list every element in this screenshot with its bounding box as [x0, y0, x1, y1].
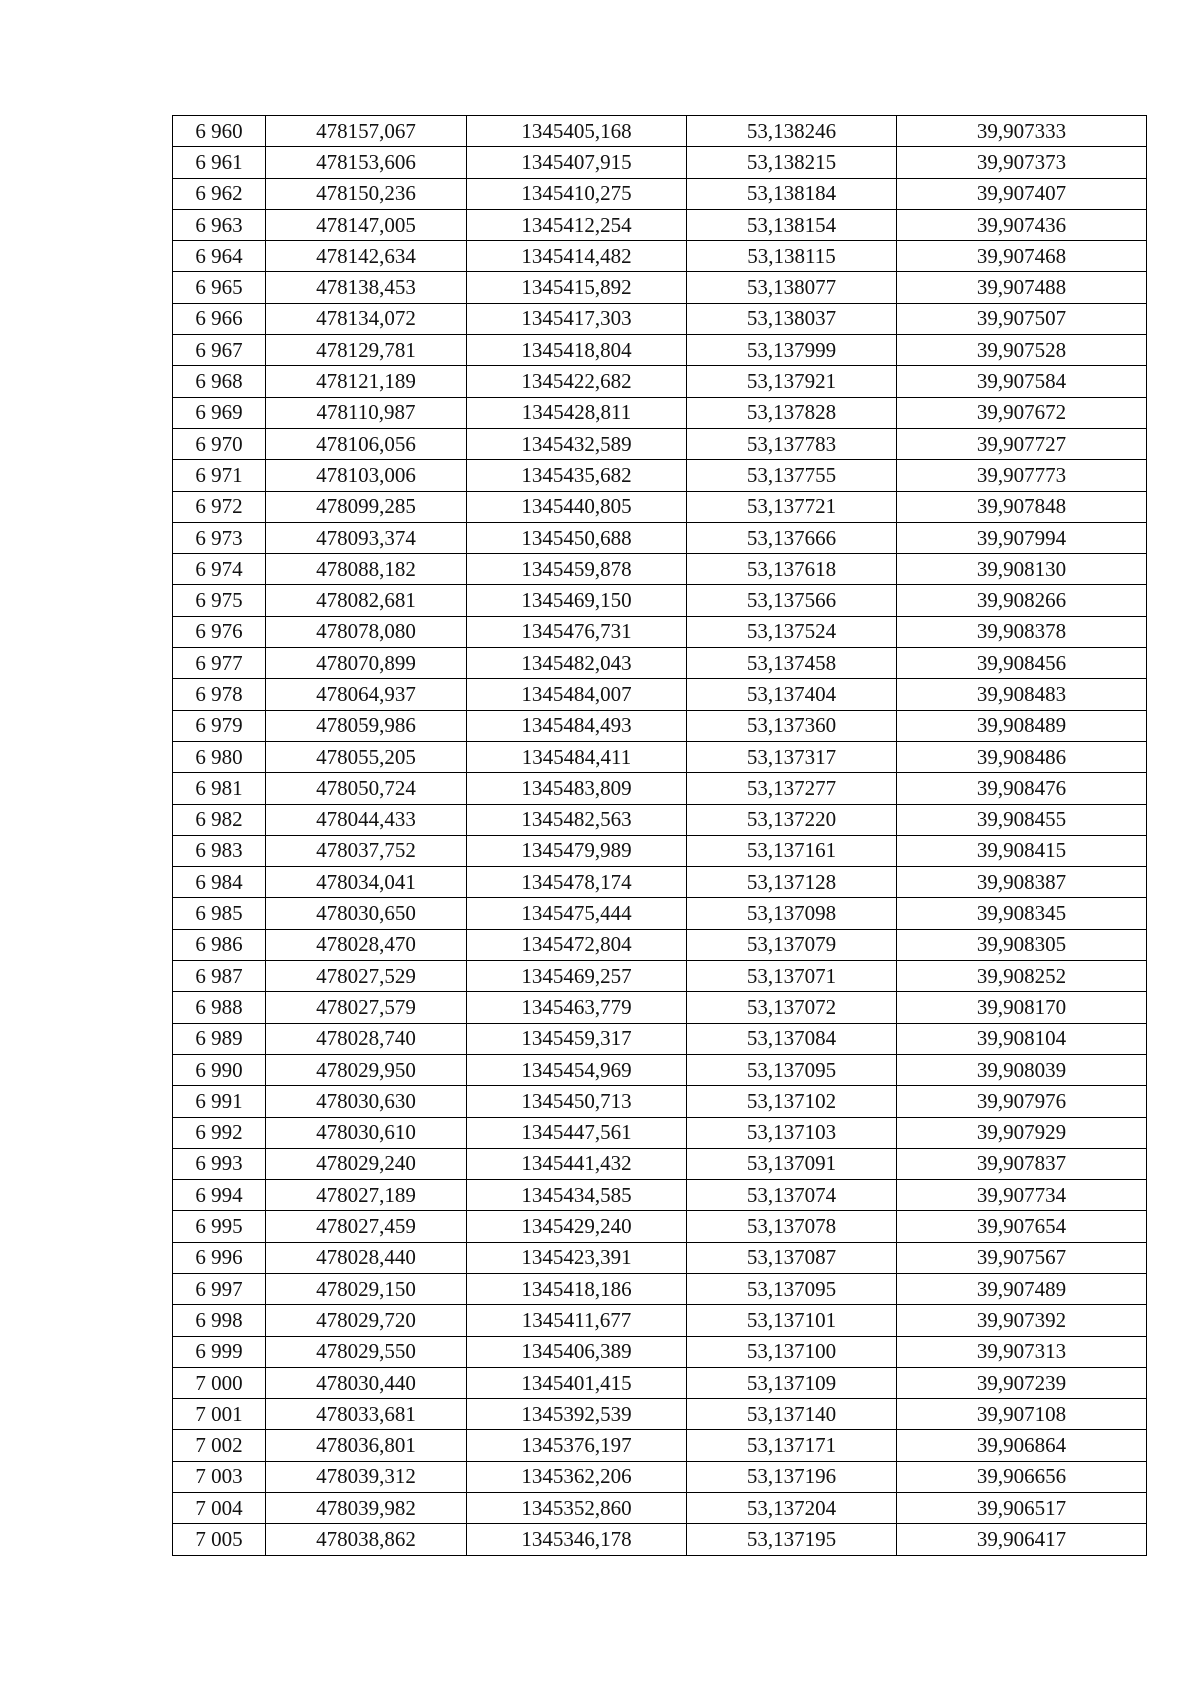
point-number-cell: 6 993	[173, 1148, 266, 1179]
point-number-cell: 6 982	[173, 804, 266, 835]
longitude-cell: 39,907392	[897, 1305, 1147, 1336]
point-number-cell: 6 997	[173, 1273, 266, 1304]
latitude-cell: 53,138246	[687, 116, 897, 147]
coordinates-table-body	[173, 116, 1147, 1556]
point-number-cell: 6 972	[173, 491, 266, 522]
point-number-cell: 7 002	[173, 1430, 266, 1461]
x-coordinate-cell: 478034,041	[266, 867, 467, 898]
longitude-cell: 39,907654	[897, 1211, 1147, 1242]
latitude-cell: 53,137161	[687, 835, 897, 866]
latitude-cell: 53,138215	[687, 147, 897, 178]
latitude-cell: 53,137100	[687, 1336, 897, 1367]
point-number-cell: 6 961	[173, 147, 266, 178]
y-coordinate-cell: 1345405,168	[467, 116, 687, 147]
document-page	[172, 115, 1146, 1556]
y-coordinate-cell: 1345376,197	[467, 1430, 687, 1461]
x-coordinate-cell: 478037,752	[266, 835, 467, 866]
table-row	[173, 1305, 1147, 1336]
latitude-cell: 53,137999	[687, 335, 897, 366]
point-number-cell: 6 970	[173, 428, 266, 459]
longitude-cell: 39,907488	[897, 272, 1147, 303]
table-row	[173, 303, 1147, 334]
x-coordinate-cell: 478157,067	[266, 116, 467, 147]
point-number-cell: 6 964	[173, 241, 266, 272]
table-row	[173, 272, 1147, 303]
y-coordinate-cell: 1345469,257	[467, 961, 687, 992]
y-coordinate-cell: 1345482,043	[467, 648, 687, 679]
y-coordinate-cell: 1345483,809	[467, 773, 687, 804]
longitude-cell: 39,908345	[897, 898, 1147, 929]
y-coordinate-cell: 1345346,178	[467, 1524, 687, 1555]
y-coordinate-cell: 1345411,677	[467, 1305, 687, 1336]
x-coordinate-cell: 478059,986	[266, 710, 467, 741]
y-coordinate-cell: 1345479,989	[467, 835, 687, 866]
point-number-cell: 6 998	[173, 1305, 266, 1336]
y-coordinate-cell: 1345447,561	[467, 1117, 687, 1148]
point-number-cell: 6 969	[173, 397, 266, 428]
longitude-cell: 39,907672	[897, 397, 1147, 428]
y-coordinate-cell: 1345463,779	[467, 992, 687, 1023]
point-number-cell: 6 979	[173, 710, 266, 741]
x-coordinate-cell: 478147,005	[266, 209, 467, 240]
table-row	[173, 1086, 1147, 1117]
x-coordinate-cell: 478150,236	[266, 178, 467, 209]
latitude-cell: 53,137317	[687, 741, 897, 772]
latitude-cell: 53,137071	[687, 961, 897, 992]
point-number-cell: 7 000	[173, 1367, 266, 1398]
x-coordinate-cell: 478030,440	[266, 1367, 467, 1398]
coordinates-table	[172, 115, 1147, 1556]
latitude-cell: 53,137128	[687, 867, 897, 898]
y-coordinate-cell: 1345440,805	[467, 491, 687, 522]
x-coordinate-cell: 478110,987	[266, 397, 467, 428]
y-coordinate-cell: 1345422,682	[467, 366, 687, 397]
y-coordinate-cell: 1345472,804	[467, 929, 687, 960]
longitude-cell: 39,907848	[897, 491, 1147, 522]
latitude-cell: 53,138154	[687, 209, 897, 240]
table-row	[173, 929, 1147, 960]
longitude-cell: 39,907489	[897, 1273, 1147, 1304]
x-coordinate-cell: 478103,006	[266, 460, 467, 491]
latitude-cell: 53,137171	[687, 1430, 897, 1461]
point-number-cell: 6 987	[173, 961, 266, 992]
table-row	[173, 147, 1147, 178]
latitude-cell: 53,137102	[687, 1086, 897, 1117]
point-number-cell: 6 962	[173, 178, 266, 209]
longitude-cell: 39,907313	[897, 1336, 1147, 1367]
x-coordinate-cell: 478099,285	[266, 491, 467, 522]
y-coordinate-cell: 1345406,389	[467, 1336, 687, 1367]
table-row	[173, 209, 1147, 240]
latitude-cell: 53,137079	[687, 929, 897, 960]
x-coordinate-cell: 478039,982	[266, 1493, 467, 1524]
table-row	[173, 1023, 1147, 1054]
point-number-cell: 6 996	[173, 1242, 266, 1273]
y-coordinate-cell: 1345454,969	[467, 1054, 687, 1085]
x-coordinate-cell: 478121,189	[266, 366, 467, 397]
x-coordinate-cell: 478027,459	[266, 1211, 467, 1242]
latitude-cell: 53,137566	[687, 585, 897, 616]
longitude-cell: 39,907468	[897, 241, 1147, 272]
longitude-cell: 39,907994	[897, 522, 1147, 553]
table-row	[173, 1336, 1147, 1367]
point-number-cell: 6 960	[173, 116, 266, 147]
longitude-cell: 39,907239	[897, 1367, 1147, 1398]
point-number-cell: 6 973	[173, 522, 266, 553]
y-coordinate-cell: 1345423,391	[467, 1242, 687, 1273]
longitude-cell: 39,907584	[897, 366, 1147, 397]
longitude-cell: 39,907407	[897, 178, 1147, 209]
table-row	[173, 992, 1147, 1023]
x-coordinate-cell: 478088,182	[266, 554, 467, 585]
table-row	[173, 1524, 1147, 1555]
y-coordinate-cell: 1345392,539	[467, 1399, 687, 1430]
longitude-cell: 39,907734	[897, 1180, 1147, 1211]
latitude-cell: 53,137618	[687, 554, 897, 585]
longitude-cell: 39,907436	[897, 209, 1147, 240]
table-row	[173, 1054, 1147, 1085]
latitude-cell: 53,137098	[687, 898, 897, 929]
longitude-cell: 39,907773	[897, 460, 1147, 491]
latitude-cell: 53,137458	[687, 648, 897, 679]
y-coordinate-cell: 1345475,444	[467, 898, 687, 929]
latitude-cell: 53,137140	[687, 1399, 897, 1430]
x-coordinate-cell: 478029,720	[266, 1305, 467, 1336]
longitude-cell: 39,906417	[897, 1524, 1147, 1555]
point-number-cell: 7 001	[173, 1399, 266, 1430]
longitude-cell: 39,907837	[897, 1148, 1147, 1179]
x-coordinate-cell: 478029,150	[266, 1273, 467, 1304]
latitude-cell: 53,137078	[687, 1211, 897, 1242]
latitude-cell: 53,137220	[687, 804, 897, 835]
latitude-cell: 53,137103	[687, 1117, 897, 1148]
latitude-cell: 53,137084	[687, 1023, 897, 1054]
table-row	[173, 554, 1147, 585]
latitude-cell: 53,138115	[687, 241, 897, 272]
point-number-cell: 6 994	[173, 1180, 266, 1211]
table-row	[173, 460, 1147, 491]
table-row	[173, 741, 1147, 772]
x-coordinate-cell: 478027,579	[266, 992, 467, 1023]
y-coordinate-cell: 1345484,493	[467, 710, 687, 741]
table-row	[173, 428, 1147, 459]
latitude-cell: 53,137360	[687, 710, 897, 741]
y-coordinate-cell: 1345415,892	[467, 272, 687, 303]
longitude-cell: 39,908415	[897, 835, 1147, 866]
x-coordinate-cell: 478129,781	[266, 335, 467, 366]
latitude-cell: 53,137524	[687, 616, 897, 647]
latitude-cell: 53,137196	[687, 1461, 897, 1492]
latitude-cell: 53,138184	[687, 178, 897, 209]
x-coordinate-cell: 478134,072	[266, 303, 467, 334]
y-coordinate-cell: 1345435,682	[467, 460, 687, 491]
x-coordinate-cell: 478027,529	[266, 961, 467, 992]
longitude-cell: 39,908305	[897, 929, 1147, 960]
y-coordinate-cell: 1345362,206	[467, 1461, 687, 1492]
longitude-cell: 39,908266	[897, 585, 1147, 616]
point-number-cell: 6 995	[173, 1211, 266, 1242]
x-coordinate-cell: 478028,470	[266, 929, 467, 960]
x-coordinate-cell: 478039,312	[266, 1461, 467, 1492]
point-number-cell: 6 980	[173, 741, 266, 772]
latitude-cell: 53,137666	[687, 522, 897, 553]
point-number-cell: 6 981	[173, 773, 266, 804]
table-row	[173, 616, 1147, 647]
longitude-cell: 39,907929	[897, 1117, 1147, 1148]
x-coordinate-cell: 478050,724	[266, 773, 467, 804]
latitude-cell: 53,137074	[687, 1180, 897, 1211]
point-number-cell: 7 003	[173, 1461, 266, 1492]
y-coordinate-cell: 1345418,186	[467, 1273, 687, 1304]
table-row	[173, 241, 1147, 272]
table-row	[173, 961, 1147, 992]
table-row	[173, 491, 1147, 522]
y-coordinate-cell: 1345459,878	[467, 554, 687, 585]
table-row	[173, 1430, 1147, 1461]
latitude-cell: 53,138037	[687, 303, 897, 334]
point-number-cell: 6 990	[173, 1054, 266, 1085]
x-coordinate-cell: 478153,606	[266, 147, 467, 178]
latitude-cell: 53,137404	[687, 679, 897, 710]
longitude-cell: 39,908104	[897, 1023, 1147, 1054]
latitude-cell: 53,137087	[687, 1242, 897, 1273]
x-coordinate-cell: 478070,899	[266, 648, 467, 679]
y-coordinate-cell: 1345450,713	[467, 1086, 687, 1117]
longitude-cell: 39,907976	[897, 1086, 1147, 1117]
table-row	[173, 1461, 1147, 1492]
point-number-cell: 6 975	[173, 585, 266, 616]
y-coordinate-cell: 1345450,688	[467, 522, 687, 553]
y-coordinate-cell: 1345484,411	[467, 741, 687, 772]
latitude-cell: 53,137195	[687, 1524, 897, 1555]
x-coordinate-cell: 478078,080	[266, 616, 467, 647]
point-number-cell: 6 984	[173, 867, 266, 898]
x-coordinate-cell: 478029,550	[266, 1336, 467, 1367]
point-number-cell: 6 966	[173, 303, 266, 334]
table-row	[173, 867, 1147, 898]
x-coordinate-cell: 478082,681	[266, 585, 467, 616]
latitude-cell: 53,137204	[687, 1493, 897, 1524]
table-row	[173, 178, 1147, 209]
y-coordinate-cell: 1345414,482	[467, 241, 687, 272]
table-row	[173, 679, 1147, 710]
table-row	[173, 1493, 1147, 1524]
latitude-cell: 53,137109	[687, 1367, 897, 1398]
latitude-cell: 53,137828	[687, 397, 897, 428]
latitude-cell: 53,137091	[687, 1148, 897, 1179]
x-coordinate-cell: 478044,433	[266, 804, 467, 835]
latitude-cell: 53,138077	[687, 272, 897, 303]
y-coordinate-cell: 1345434,585	[467, 1180, 687, 1211]
y-coordinate-cell: 1345407,915	[467, 147, 687, 178]
x-coordinate-cell: 478093,374	[266, 522, 467, 553]
table-row	[173, 773, 1147, 804]
point-number-cell: 6 977	[173, 648, 266, 679]
longitude-cell: 39,907373	[897, 147, 1147, 178]
longitude-cell: 39,908489	[897, 710, 1147, 741]
table-row	[173, 1148, 1147, 1179]
latitude-cell: 53,137277	[687, 773, 897, 804]
longitude-cell: 39,906517	[897, 1493, 1147, 1524]
latitude-cell: 53,137101	[687, 1305, 897, 1336]
point-number-cell: 6 974	[173, 554, 266, 585]
x-coordinate-cell: 478142,634	[266, 241, 467, 272]
table-row	[173, 1117, 1147, 1148]
y-coordinate-cell: 1345401,415	[467, 1367, 687, 1398]
table-row	[173, 522, 1147, 553]
longitude-cell: 39,908483	[897, 679, 1147, 710]
y-coordinate-cell: 1345432,589	[467, 428, 687, 459]
point-number-cell: 6 989	[173, 1023, 266, 1054]
y-coordinate-cell: 1345412,254	[467, 209, 687, 240]
x-coordinate-cell: 478027,189	[266, 1180, 467, 1211]
y-coordinate-cell: 1345476,731	[467, 616, 687, 647]
x-coordinate-cell: 478055,205	[266, 741, 467, 772]
x-coordinate-cell: 478030,650	[266, 898, 467, 929]
x-coordinate-cell: 478029,950	[266, 1054, 467, 1085]
y-coordinate-cell: 1345482,563	[467, 804, 687, 835]
point-number-cell: 6 988	[173, 992, 266, 1023]
point-number-cell: 6 986	[173, 929, 266, 960]
y-coordinate-cell: 1345352,860	[467, 1493, 687, 1524]
y-coordinate-cell: 1345410,275	[467, 178, 687, 209]
table-row	[173, 804, 1147, 835]
x-coordinate-cell: 478138,453	[266, 272, 467, 303]
point-number-cell: 7 004	[173, 1493, 266, 1524]
table-row	[173, 1399, 1147, 1430]
x-coordinate-cell: 478030,610	[266, 1117, 467, 1148]
longitude-cell: 39,907333	[897, 116, 1147, 147]
table-row	[173, 648, 1147, 679]
point-number-cell: 6 965	[173, 272, 266, 303]
table-row	[173, 335, 1147, 366]
table-row	[173, 1273, 1147, 1304]
point-number-cell: 6 991	[173, 1086, 266, 1117]
x-coordinate-cell: 478029,240	[266, 1148, 467, 1179]
longitude-cell: 39,907567	[897, 1242, 1147, 1273]
x-coordinate-cell: 478028,440	[266, 1242, 467, 1273]
y-coordinate-cell: 1345441,432	[467, 1148, 687, 1179]
y-coordinate-cell: 1345428,811	[467, 397, 687, 428]
longitude-cell: 39,908387	[897, 867, 1147, 898]
longitude-cell: 39,907727	[897, 428, 1147, 459]
x-coordinate-cell: 478028,740	[266, 1023, 467, 1054]
longitude-cell: 39,907108	[897, 1399, 1147, 1430]
y-coordinate-cell: 1345417,303	[467, 303, 687, 334]
y-coordinate-cell: 1345459,317	[467, 1023, 687, 1054]
x-coordinate-cell: 478033,681	[266, 1399, 467, 1430]
latitude-cell: 53,137095	[687, 1273, 897, 1304]
longitude-cell: 39,906864	[897, 1430, 1147, 1461]
x-coordinate-cell: 478106,056	[266, 428, 467, 459]
table-row	[173, 710, 1147, 741]
table-row	[173, 1242, 1147, 1273]
x-coordinate-cell: 478064,937	[266, 679, 467, 710]
y-coordinate-cell: 1345469,150	[467, 585, 687, 616]
y-coordinate-cell: 1345418,804	[467, 335, 687, 366]
longitude-cell: 39,908476	[897, 773, 1147, 804]
point-number-cell: 6 971	[173, 460, 266, 491]
latitude-cell: 53,137095	[687, 1054, 897, 1085]
point-number-cell: 6 985	[173, 898, 266, 929]
point-number-cell: 6 976	[173, 616, 266, 647]
table-row	[173, 898, 1147, 929]
latitude-cell: 53,137783	[687, 428, 897, 459]
y-coordinate-cell: 1345429,240	[467, 1211, 687, 1242]
x-coordinate-cell: 478036,801	[266, 1430, 467, 1461]
longitude-cell: 39,908456	[897, 648, 1147, 679]
longitude-cell: 39,908378	[897, 616, 1147, 647]
point-number-cell: 6 978	[173, 679, 266, 710]
table-row	[173, 1211, 1147, 1242]
table-row	[173, 1367, 1147, 1398]
point-number-cell: 6 967	[173, 335, 266, 366]
table-row	[173, 116, 1147, 147]
longitude-cell: 39,908252	[897, 961, 1147, 992]
point-number-cell: 6 983	[173, 835, 266, 866]
x-coordinate-cell: 478038,862	[266, 1524, 467, 1555]
table-row	[173, 1180, 1147, 1211]
longitude-cell: 39,908130	[897, 554, 1147, 585]
latitude-cell: 53,137921	[687, 366, 897, 397]
longitude-cell: 39,907507	[897, 303, 1147, 334]
longitude-cell: 39,906656	[897, 1461, 1147, 1492]
y-coordinate-cell: 1345478,174	[467, 867, 687, 898]
longitude-cell: 39,908170	[897, 992, 1147, 1023]
table-row	[173, 397, 1147, 428]
longitude-cell: 39,908039	[897, 1054, 1147, 1085]
latitude-cell: 53,137721	[687, 491, 897, 522]
point-number-cell: 6 968	[173, 366, 266, 397]
longitude-cell: 39,908486	[897, 741, 1147, 772]
x-coordinate-cell: 478030,630	[266, 1086, 467, 1117]
table-row	[173, 585, 1147, 616]
longitude-cell: 39,907528	[897, 335, 1147, 366]
latitude-cell: 53,137072	[687, 992, 897, 1023]
point-number-cell: 6 992	[173, 1117, 266, 1148]
table-row	[173, 366, 1147, 397]
latitude-cell: 53,137755	[687, 460, 897, 491]
y-coordinate-cell: 1345484,007	[467, 679, 687, 710]
point-number-cell: 6 963	[173, 209, 266, 240]
point-number-cell: 7 005	[173, 1524, 266, 1555]
longitude-cell: 39,908455	[897, 804, 1147, 835]
point-number-cell: 6 999	[173, 1336, 266, 1367]
table-row	[173, 835, 1147, 866]
